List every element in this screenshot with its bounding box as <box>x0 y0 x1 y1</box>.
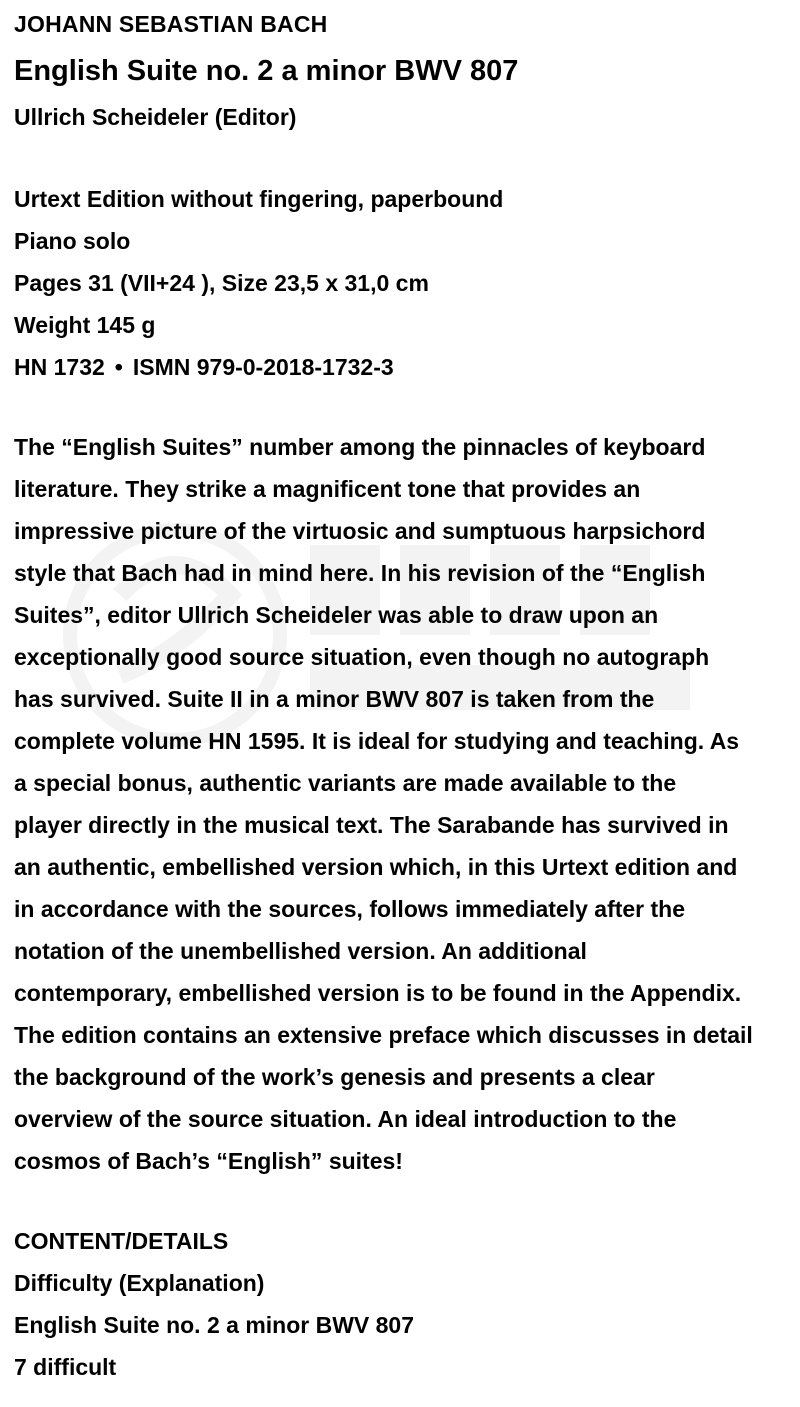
page-count-size: Pages 31 (VII+24 ), Size 23,5 x 31,0 cm <box>14 270 429 296</box>
composer-name: JOHANN SEBASTIAN BACH <box>14 11 328 37</box>
hn-number: HN 1732 <box>14 354 105 380</box>
spacer <box>14 140 789 178</box>
description-line: impressive picture of the virtuosic and sumptuous harpsichord <box>14 518 706 544</box>
description-line: exceptionally good source situation, even though no autograph <box>14 644 710 670</box>
description-line: notation of the unembellished version. An additional <box>14 938 587 964</box>
spacer <box>14 388 789 426</box>
difficulty-explanation-link[interactable]: Difficulty (Explanation) <box>14 1270 265 1296</box>
description-line: style that Bach had in mind here. In his revision of the “English <box>14 560 706 586</box>
description-line: contemporary, embellished version is to be found in the Appendix. <box>14 980 742 1006</box>
instrumentation: Piano solo <box>14 228 131 254</box>
description-line: Suites”, editor Ullrich Scheideler was able to draw upon an <box>14 602 659 628</box>
description-line: has survived. Suite II in a minor BWV 807 is taken from the <box>14 686 655 712</box>
editor-name: Ullrich Scheideler (Editor) <box>14 104 297 130</box>
description-line: a special bonus, authentic variants are made available to the <box>14 770 677 796</box>
details-heading: CONTENT/DETAILS <box>14 1228 229 1254</box>
description-line: The edition contains an extensive preface which discusses in detail <box>14 1022 753 1048</box>
edition-type: Urtext Edition without fingering, paperbound <box>14 186 504 212</box>
catalog-numbers <box>14 346 789 388</box>
product-page <box>14 0 789 1388</box>
product-specs <box>14 178 789 388</box>
description-line: in accordance with the sources, follows immediately after the <box>14 896 686 922</box>
description-line: player directly in the musical text. The Sarabande has survived in <box>14 812 729 838</box>
description-line: complete volume HN 1595. It is ideal for studying and teaching. As <box>14 728 740 754</box>
description-line: cosmos of Bach’s “English” suites! <box>14 1148 403 1174</box>
separator-dot: • <box>114 354 123 380</box>
description-line: literature. They strike a magnificent tone that provides an <box>14 476 641 502</box>
work-title: English Suite no. 2 a minor BWV 807 <box>14 55 519 87</box>
content-details <box>14 1220 789 1388</box>
ismn-number: ISMN 979-0-2018-1732-3 <box>132 354 394 380</box>
spacer <box>14 1182 789 1220</box>
description-line: overview of the source situation. An ideal introduction to the <box>14 1106 677 1132</box>
description-line: The “English Suites” number among the pinnacles of keyboard <box>14 434 706 460</box>
product-description <box>14 426 789 1182</box>
work-entry: English Suite no. 2 a minor BWV 807 <box>14 1312 415 1338</box>
weight: Weight 145 g <box>14 312 156 338</box>
description-line: an authentic, embellished version which, in this Urtext edition and <box>14 854 738 880</box>
description-line: the background of the work’s genesis and presents a clear <box>14 1064 655 1090</box>
difficulty-value: 7 difficult <box>14 1354 117 1380</box>
